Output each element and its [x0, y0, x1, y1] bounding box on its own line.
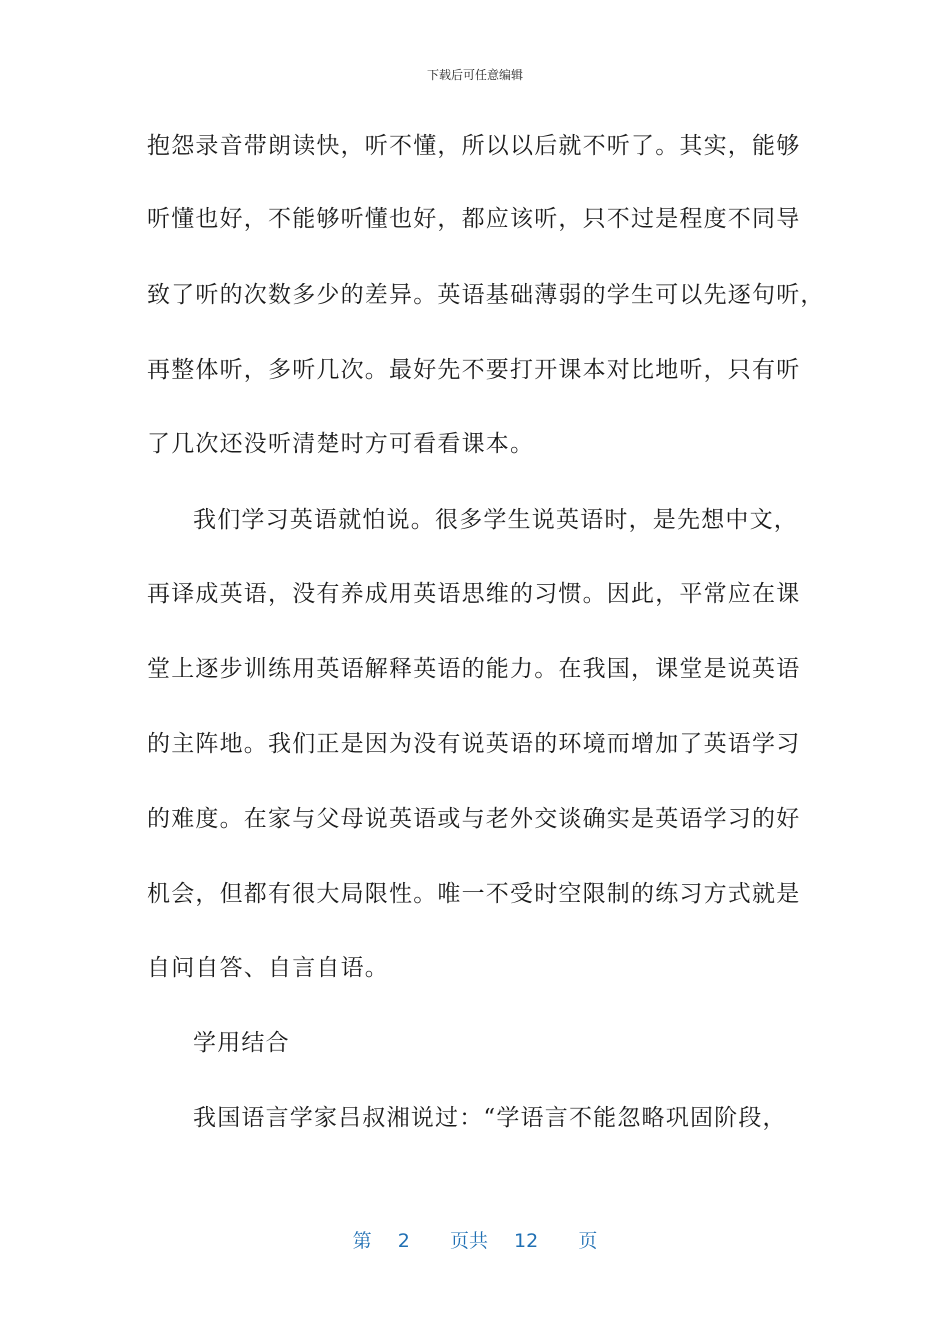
body-line: 再译成英语，没有养成用英语思维的习惯。因此，平常应在课 [147, 581, 801, 607]
body-line: 了几次还没听清楚时方可看看课本。 [147, 431, 535, 457]
page-header: 下载后可任意编辑 [426, 68, 523, 82]
footer-middle: 页共 [449, 1230, 488, 1252]
body-line: 自问自答、自言自语。 [147, 955, 389, 981]
footer-total-pages: 12 [514, 1230, 539, 1252]
footer-suffix: 页 [578, 1230, 598, 1252]
section-heading: 学用结合 [193, 1030, 290, 1056]
footer-page-number: 2 [397, 1230, 410, 1252]
body-line: 再整体听，多听几次。最好先不要打开课本对比地听，只有听 [147, 357, 801, 383]
body-line: 堂上逐步训练用英语解释英语的能力。在我国，课堂是说英语 [147, 656, 801, 682]
body-line: 致了听的次数多少的差异。英语基础薄弱的学生可以先逐句听， [147, 282, 825, 308]
body-line: 我们学习英语就怕说。很多学生说英语时，是先想中文， [193, 507, 798, 533]
body-line: 抱怨录音带朗读快，听不懂，所以以后就不听了。其实，能够 [147, 133, 801, 159]
body-line: 的主阵地。我们正是因为没有说英语的环境而增加了英语学习 [147, 731, 801, 757]
page-footer [0, 1226, 950, 1253]
footer-prefix: 第 [352, 1230, 372, 1252]
body-line: 听懂也好，不能够听懂也好，都应该听，只不过是程度不同导 [147, 206, 801, 232]
body-line: 的难度。在家与父母说英语或与老外交谈确实是英语学习的好 [147, 806, 801, 832]
body-line: 我国语言学家吕叔湘说过：“学语言不能忽略巩固阶段， [193, 1105, 787, 1131]
body-line: 机会，但都有很大局限性。唯一不受时空限制的练习方式就是 [147, 881, 801, 907]
